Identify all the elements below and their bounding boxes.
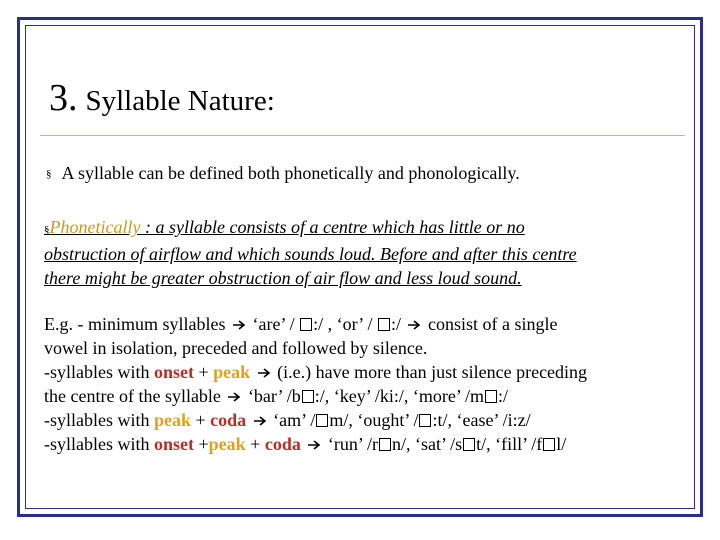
example-line-2	[44, 336, 684, 360]
para-line1: : a syllable consists of a centre which has little or no	[140, 217, 525, 237]
phonetic-paragraph	[44, 215, 684, 290]
title-divider	[40, 135, 685, 136]
ex-text: :/	[390, 314, 401, 334]
peak-label: peak	[208, 434, 246, 454]
missing-glyph-icon	[543, 438, 555, 451]
peak-label: peak	[213, 362, 251, 382]
missing-glyph-icon	[378, 318, 390, 331]
ex-text: ‘am’ /	[268, 410, 316, 430]
slide-title	[49, 76, 275, 120]
example-line-5	[44, 408, 684, 432]
ex-text: +	[245, 434, 265, 454]
ex-text: :/ , ‘or’ /	[313, 314, 373, 334]
ex-text: consist of a single	[423, 314, 558, 334]
ex-text: m/, ‘ought’ /	[329, 410, 419, 430]
ex-text: ‘run’ /r	[323, 434, 378, 454]
onset-label: onset	[154, 434, 194, 454]
coda-label: coda	[210, 410, 247, 430]
arrow-right-icon	[257, 367, 271, 379]
bullet-text: A syllable can be defined both phonetically and phonologically.	[61, 163, 520, 183]
missing-glyph-icon	[419, 414, 431, 427]
ex-text: (i.e.) have more than just silence preceding	[272, 362, 588, 382]
bullet-marker: §	[46, 168, 52, 180]
title-text: Syllable Nature:	[85, 85, 275, 117]
ex-text: +	[194, 434, 209, 454]
example-line-3	[44, 360, 684, 384]
ex-text: n/, ‘sat’ /s	[391, 434, 463, 454]
missing-glyph-icon	[379, 438, 391, 451]
example-line-4	[44, 384, 684, 408]
example-line-6	[44, 432, 684, 456]
arrow-right-icon	[253, 415, 267, 427]
para-lead: Phonetically	[49, 217, 141, 237]
ex-text: -syllables with	[44, 410, 154, 430]
ex-text: :/	[498, 386, 509, 406]
para-bullet-marker: §	[44, 224, 50, 236]
ex-text: ‘bar’ /b	[243, 386, 301, 406]
ex-text: t/, ‘fill’ /f	[476, 434, 543, 454]
ex-text: +	[194, 362, 214, 382]
missing-glyph-icon	[463, 438, 475, 451]
missing-glyph-icon	[485, 390, 497, 403]
missing-glyph-icon	[302, 390, 314, 403]
onset-label: onset	[154, 362, 194, 382]
arrow-right-icon	[227, 391, 241, 403]
bullet-definition	[46, 163, 520, 184]
title-number: 3.	[49, 77, 78, 119]
arrow-right-icon	[307, 439, 321, 451]
para-line2: obstruction of airflow and which sounds loud. Before and after this centre	[44, 244, 577, 264]
peak-label: peak	[154, 410, 192, 430]
ex-text: +	[191, 410, 211, 430]
arrow-right-icon	[407, 319, 421, 331]
missing-glyph-icon	[316, 414, 328, 427]
para-line3: there might be greater obstruction of air flow and less loud sound.	[44, 268, 522, 288]
ex-text: -syllables with	[44, 434, 154, 454]
ex-text: E.g. - minimum syllables	[44, 314, 226, 334]
arrow-right-icon	[232, 319, 246, 331]
ex-text: ‘are’ /	[248, 314, 295, 334]
ex-text: :t/, ‘ease’ /i:z/	[432, 410, 531, 430]
missing-glyph-icon	[300, 318, 312, 331]
ex-text: l/	[556, 434, 567, 454]
example-line-1	[44, 312, 684, 336]
ex-text: :/, ‘key’ /ki:/, ‘more’ /m	[314, 386, 485, 406]
ex-text: -syllables with	[44, 362, 154, 382]
coda-label: coda	[264, 434, 301, 454]
examples-block	[44, 312, 684, 456]
ex-text: vowel in isolation, preceded and followed by silence.	[44, 338, 428, 358]
ex-text: the centre of the syllable	[44, 386, 221, 406]
